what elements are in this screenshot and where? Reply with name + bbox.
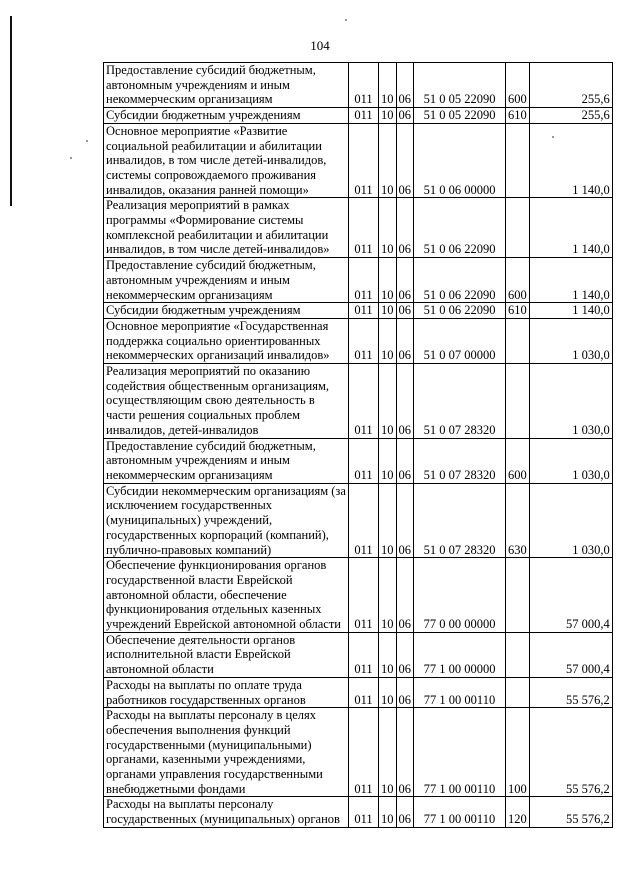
- table-row: [104, 483, 613, 558]
- row-name: Основное мероприятие «Развитие социальной реабилитации и абилитации инвалидов, в том числе детей-инвалидов, системы сопровождаемого проживания инвалидов, оказания ранней помощи»: [104, 123, 349, 198]
- subsection-code: 06: [396, 632, 414, 677]
- expense-type-code: 100: [506, 708, 530, 797]
- target-article-code: 51 0 06 22090: [414, 258, 506, 303]
- row-name: Основное мероприятие «Государственная поддержка социально ориентированных некоммерческих организаций инвалидов»: [104, 318, 349, 363]
- target-article-code: 77 1 00 00110: [414, 708, 506, 797]
- table-row: [104, 438, 613, 483]
- target-article-code: 51 0 07 28320: [414, 483, 506, 558]
- row-name: Обеспечение деятельности органов исполнительной власти Еврейской автономной области: [104, 632, 349, 677]
- table-row: [104, 708, 613, 797]
- table-row: [104, 108, 613, 124]
- section-code: 10: [379, 258, 397, 303]
- subsection-code: 06: [396, 364, 414, 439]
- subsection-code: 06: [396, 318, 414, 363]
- amount: 1 030,0: [529, 438, 612, 483]
- amount: 57 000,4: [529, 632, 612, 677]
- expense-type-code: 610: [506, 108, 530, 124]
- subsection-code: 06: [396, 438, 414, 483]
- table-row: [104, 303, 613, 319]
- table-row: [104, 123, 613, 198]
- section-code: 10: [379, 123, 397, 198]
- ved-code: 011: [349, 258, 379, 303]
- page-number: 104: [310, 38, 330, 53]
- expense-type-code: [506, 558, 530, 633]
- target-article-code: 77 1 00 00110: [414, 677, 506, 707]
- row-name: Расходы на выплаты персоналу в целях обеспечения выполнения функций государственными (муниципальными) органами, казенными учреждениями, органами управления государственными внебюджетными фондами: [104, 708, 349, 797]
- row-name: Предоставление субсидий бюджетным, автономным учреждениям и иным некоммерческим организациям: [104, 438, 349, 483]
- section-code: 10: [379, 198, 397, 258]
- subsection-code: 06: [396, 123, 414, 198]
- subsection-code: 06: [396, 558, 414, 633]
- row-name: Субсидии некоммерческим организациям (за исключением государственных (муниципальных) учреждений, государственных корпораций (компаний), публично-правовых компаний): [104, 483, 349, 558]
- row-name: Обеспечение функционирования органов государственной власти Еврейской автономной области, обеспечение функционирования отдельных казенных учреждений Еврейской автономной области: [104, 558, 349, 633]
- scan-speck: [345, 19, 347, 21]
- ved-code: 011: [349, 318, 379, 363]
- table-row: [104, 364, 613, 439]
- table-row: [104, 632, 613, 677]
- section-code: 10: [379, 364, 397, 439]
- section-code: 10: [379, 303, 397, 319]
- amount: 57 000,4: [529, 558, 612, 633]
- ved-code: 011: [349, 123, 379, 198]
- ved-code: 011: [349, 198, 379, 258]
- target-article-code: 77 1 00 00110: [414, 797, 506, 827]
- ved-code: 011: [349, 632, 379, 677]
- expense-type-code: [506, 632, 530, 677]
- section-code: 10: [379, 108, 397, 124]
- section-code: 10: [379, 708, 397, 797]
- ved-code: 011: [349, 438, 379, 483]
- subsection-code: 06: [396, 108, 414, 124]
- amount: 255,6: [529, 108, 612, 124]
- scan-speck: [86, 140, 88, 142]
- row-name: Предоставление субсидий бюджетным, автономным учреждениям и иным некоммерческим организациям: [104, 63, 349, 108]
- amount: 255,6: [529, 63, 612, 108]
- table-row: [104, 198, 613, 258]
- amount: 55 576,2: [529, 677, 612, 707]
- amount: 55 576,2: [529, 708, 612, 797]
- budget-table-body: [104, 63, 613, 828]
- expense-type-code: 600: [506, 438, 530, 483]
- target-article-code: 51 0 05 22090: [414, 108, 506, 124]
- expense-type-code: 600: [506, 258, 530, 303]
- expense-type-code: [506, 198, 530, 258]
- expense-type-code: [506, 318, 530, 363]
- amount: 1 030,0: [529, 364, 612, 439]
- scan-speck: [70, 157, 72, 159]
- table-row: [104, 558, 613, 633]
- expense-type-code: 610: [506, 303, 530, 319]
- subsection-code: 06: [396, 258, 414, 303]
- expense-type-code: 120: [506, 797, 530, 827]
- subsection-code: 06: [396, 198, 414, 258]
- row-name: Субсидии бюджетным учреждениям: [104, 108, 349, 124]
- row-name: Расходы на выплаты по оплате труда работников государственных органов: [104, 677, 349, 707]
- section-code: 10: [379, 63, 397, 108]
- ved-code: 011: [349, 797, 379, 827]
- row-name: Реализация мероприятий по оказанию содействия общественным организациям, осуществляющим свою деятельность в части решения социальных проблем инвалидов, детей-инвалидов: [104, 364, 349, 439]
- row-name: Предоставление субсидий бюджетным, автономным учреждениям и иным некоммерческим организациям: [104, 258, 349, 303]
- ved-code: 011: [349, 63, 379, 108]
- ved-code: 011: [349, 108, 379, 124]
- target-article-code: 77 0 00 00000: [414, 558, 506, 633]
- section-code: 10: [379, 483, 397, 558]
- ved-code: 011: [349, 364, 379, 439]
- ved-code: 011: [349, 558, 379, 633]
- table-row: [104, 63, 613, 108]
- amount: 1 030,0: [529, 318, 612, 363]
- expense-type-code: [506, 123, 530, 198]
- expense-type-code: [506, 364, 530, 439]
- budget-table: [103, 62, 613, 828]
- table-row: [104, 797, 613, 827]
- expense-type-code: [506, 677, 530, 707]
- section-code: 10: [379, 632, 397, 677]
- ved-code: 011: [349, 677, 379, 707]
- target-article-code: 51 0 07 28320: [414, 438, 506, 483]
- target-article-code: 51 0 07 00000: [414, 318, 506, 363]
- section-code: 10: [379, 558, 397, 633]
- subsection-code: 06: [396, 677, 414, 707]
- amount: 1 140,0: [529, 303, 612, 319]
- subsection-code: 06: [396, 708, 414, 797]
- target-article-code: 51 0 06 22090: [414, 198, 506, 258]
- section-code: 10: [379, 797, 397, 827]
- subsection-code: 06: [396, 797, 414, 827]
- ved-code: 011: [349, 483, 379, 558]
- amount: 1 030,0: [529, 483, 612, 558]
- amount: 55 576,2: [529, 797, 612, 827]
- amount: 1 140,0: [529, 123, 612, 198]
- expense-type-code: 600: [506, 63, 530, 108]
- amount: 1 140,0: [529, 198, 612, 258]
- subsection-code: 06: [396, 483, 414, 558]
- table-row: [104, 677, 613, 707]
- target-article-code: 51 0 05 22090: [414, 63, 506, 108]
- ved-code: 011: [349, 303, 379, 319]
- expense-type-code: 630: [506, 483, 530, 558]
- row-name: Расходы на выплаты персоналу государственных (муниципальных) органов: [104, 797, 349, 827]
- row-name: Субсидии бюджетным учреждениям: [104, 303, 349, 319]
- section-code: 10: [379, 438, 397, 483]
- row-name: Реализация мероприятий в рамках программы «Формирование системы комплексной реабилитации и абилитации инвалидов, в том числе детей-инвалидов»: [104, 198, 349, 258]
- ved-code: 011: [349, 708, 379, 797]
- section-code: 10: [379, 318, 397, 363]
- subsection-code: 06: [396, 303, 414, 319]
- section-code: 10: [379, 677, 397, 707]
- table-row: [104, 318, 613, 363]
- table-row: [104, 258, 613, 303]
- target-article-code: 77 1 00 00000: [414, 632, 506, 677]
- target-article-code: 51 0 06 00000: [414, 123, 506, 198]
- target-article-code: 51 0 06 22090: [414, 303, 506, 319]
- amount: 1 140,0: [529, 258, 612, 303]
- subsection-code: 06: [396, 63, 414, 108]
- target-article-code: 51 0 07 28320: [414, 364, 506, 439]
